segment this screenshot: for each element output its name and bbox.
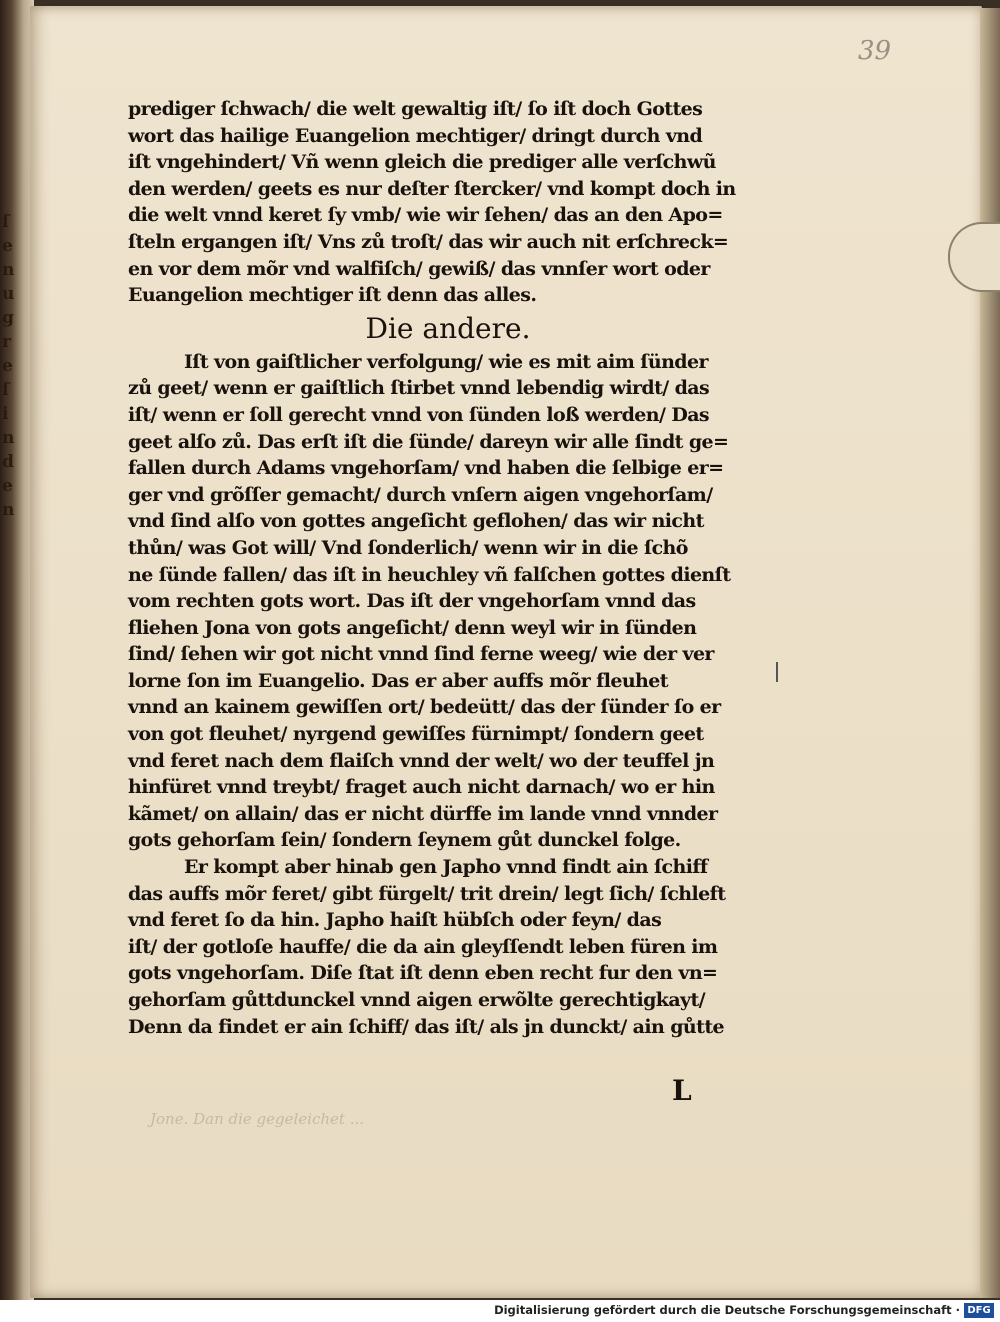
bleed-through-text: Jone. Dan die gegeleichet ... xyxy=(150,1110,365,1128)
text-line: vnd feret nach dem flaiſch vnnd der welt/ wo der teuffel jn xyxy=(128,749,715,772)
text-line: die welt vnnd keret ſy vmb/ wie wir ſehen/ das an den Apo= xyxy=(128,204,723,227)
page-edge-right xyxy=(980,8,1000,1298)
text-line: iſt/ wenn er ſoll gerecht vnnd von ſünden loß werden/ Das xyxy=(128,403,709,426)
text-line: ne ſünde fallen/ das iſt in heuchley vñ falſchen gottes dienſt xyxy=(128,563,731,586)
adjacent-page-text: ſ e n u g r e ſ i n d e n xyxy=(2,212,15,520)
text-line: iſt/ der gotloſe hauffe/ die da ain gleyſſendt leben füren im xyxy=(128,935,718,958)
text-line: fallen durch Adams vngehorſam/ vnd haben die ſelbige er= xyxy=(128,457,724,480)
page-text xyxy=(128,96,768,1040)
footer-bar xyxy=(0,1300,1000,1322)
text-line: von got fleuhet/ nyrgend gewiſſes fürnimpt/ ſondern geet xyxy=(128,723,704,746)
text-line: geet alſo zů. Das erſt iſt die ſünde/ dareyn wir alle ſindt ge= xyxy=(128,430,729,453)
section-heading: Die andere. xyxy=(365,311,531,345)
text-line: wort das hailige Euangelion mechtiger/ dringt durch vnd xyxy=(128,124,703,147)
text-line: das auffs mõr feret/ gibt fürgelt/ trit drein/ legt ſich/ ſchleft xyxy=(128,882,726,905)
text-line: Euangelion mechtiger iſt denn das alles. xyxy=(128,284,537,307)
page-number: 39 xyxy=(858,36,892,66)
text-line: prediger ſchwach/ die welt gewaltig iſt/ ſo iſt doch Gottes xyxy=(128,98,703,120)
text-line: vnd ſind alſo von gottes angeſicht geflohen/ das wir nicht xyxy=(128,510,704,533)
text-line: vom rechten gots wort. Das iſt der vngehorſam vnnd das xyxy=(128,590,696,613)
binding-edge xyxy=(0,0,34,1300)
dfg-logo-icon: DFG xyxy=(964,1303,994,1318)
text-line: ſteln ergangen iſt/ Vns zů troſt/ das wir auch nit erſchreck= xyxy=(128,230,729,253)
signature-mark: L xyxy=(672,1074,692,1107)
text-line: iſt vngehindert/ Vñ wenn gleich die prediger alle verſchwũ xyxy=(128,151,716,174)
text-line: Denn da findet er ain ſchiff/ das iſt/ als jn dunckt/ ain gůtte xyxy=(128,1015,724,1038)
text-line: gehorſam gůttdunckel vnnd aigen erwõlte gerechtigkayt/ xyxy=(128,989,705,1011)
text-line: gots gehorſam ſein/ ſondern ſeynem gůt dunckel folge. xyxy=(128,829,681,852)
text-line: fliehen Jona von gots angeſicht/ denn weyl wir in ſünden xyxy=(128,616,697,639)
text-line: vnd feret ſo da hin. Japho haiſt hübſch oder feyn/ das xyxy=(128,909,662,932)
paragraph-intro xyxy=(128,96,768,309)
text-line: lorne ſon im Euangelio. Das er aber auffs mõr fleuhet xyxy=(128,669,668,692)
text-line: Er kompt aber hinab gen Japho vnnd findt ain ſchiff xyxy=(184,856,708,879)
funding-credit: Digitalisierung gefördert durch die Deutsche Forschungsgemeinschaft · xyxy=(494,1303,960,1317)
text-line: vnnd an kainem gewiſſen ort/ bedeütt/ das der ſünder ſo er xyxy=(128,696,721,719)
text-line: thůn/ was Got will/ Vnd ſonderlich/ wenn wir in die ſchõ xyxy=(128,536,688,559)
text-line: gots vngehorſam. Diſe ſtat iſt denn eben recht fur den vn= xyxy=(128,962,718,985)
text-line: den werden/ geets es nur deſter ſtercker/ vnd kompt doch in xyxy=(128,177,736,200)
paragraph-main xyxy=(128,349,768,854)
text-line: kãmet/ on allain/ das er nicht dürffe im lande vnnd vnnder xyxy=(128,802,718,825)
text-line: Iſt von gaiſtlicher verfolgung/ wie es mit aim ſünder xyxy=(184,350,708,373)
text-line: ger vnd grõſſer gemacht/ durch vnſern aigen vngehorſam/ xyxy=(128,483,713,506)
paragraph-japho xyxy=(128,854,768,1040)
text-line: hinfüret vnnd treybt/ fraget auch nicht darnach/ wo er hin xyxy=(128,776,715,799)
text-line: ſind/ ſehen wir got nicht vnnd ſind ferne weeg/ wie der ver xyxy=(128,643,714,666)
pen-mark xyxy=(776,662,778,682)
text-line: en vor dem mõr vnd walfiſch/ gewiß/ das vnnſer wort oder xyxy=(128,257,710,280)
text-line: zů geet/ wenn er gaiſtlich ſtirbet vnnd lebendig wirdt/ das xyxy=(128,377,710,400)
